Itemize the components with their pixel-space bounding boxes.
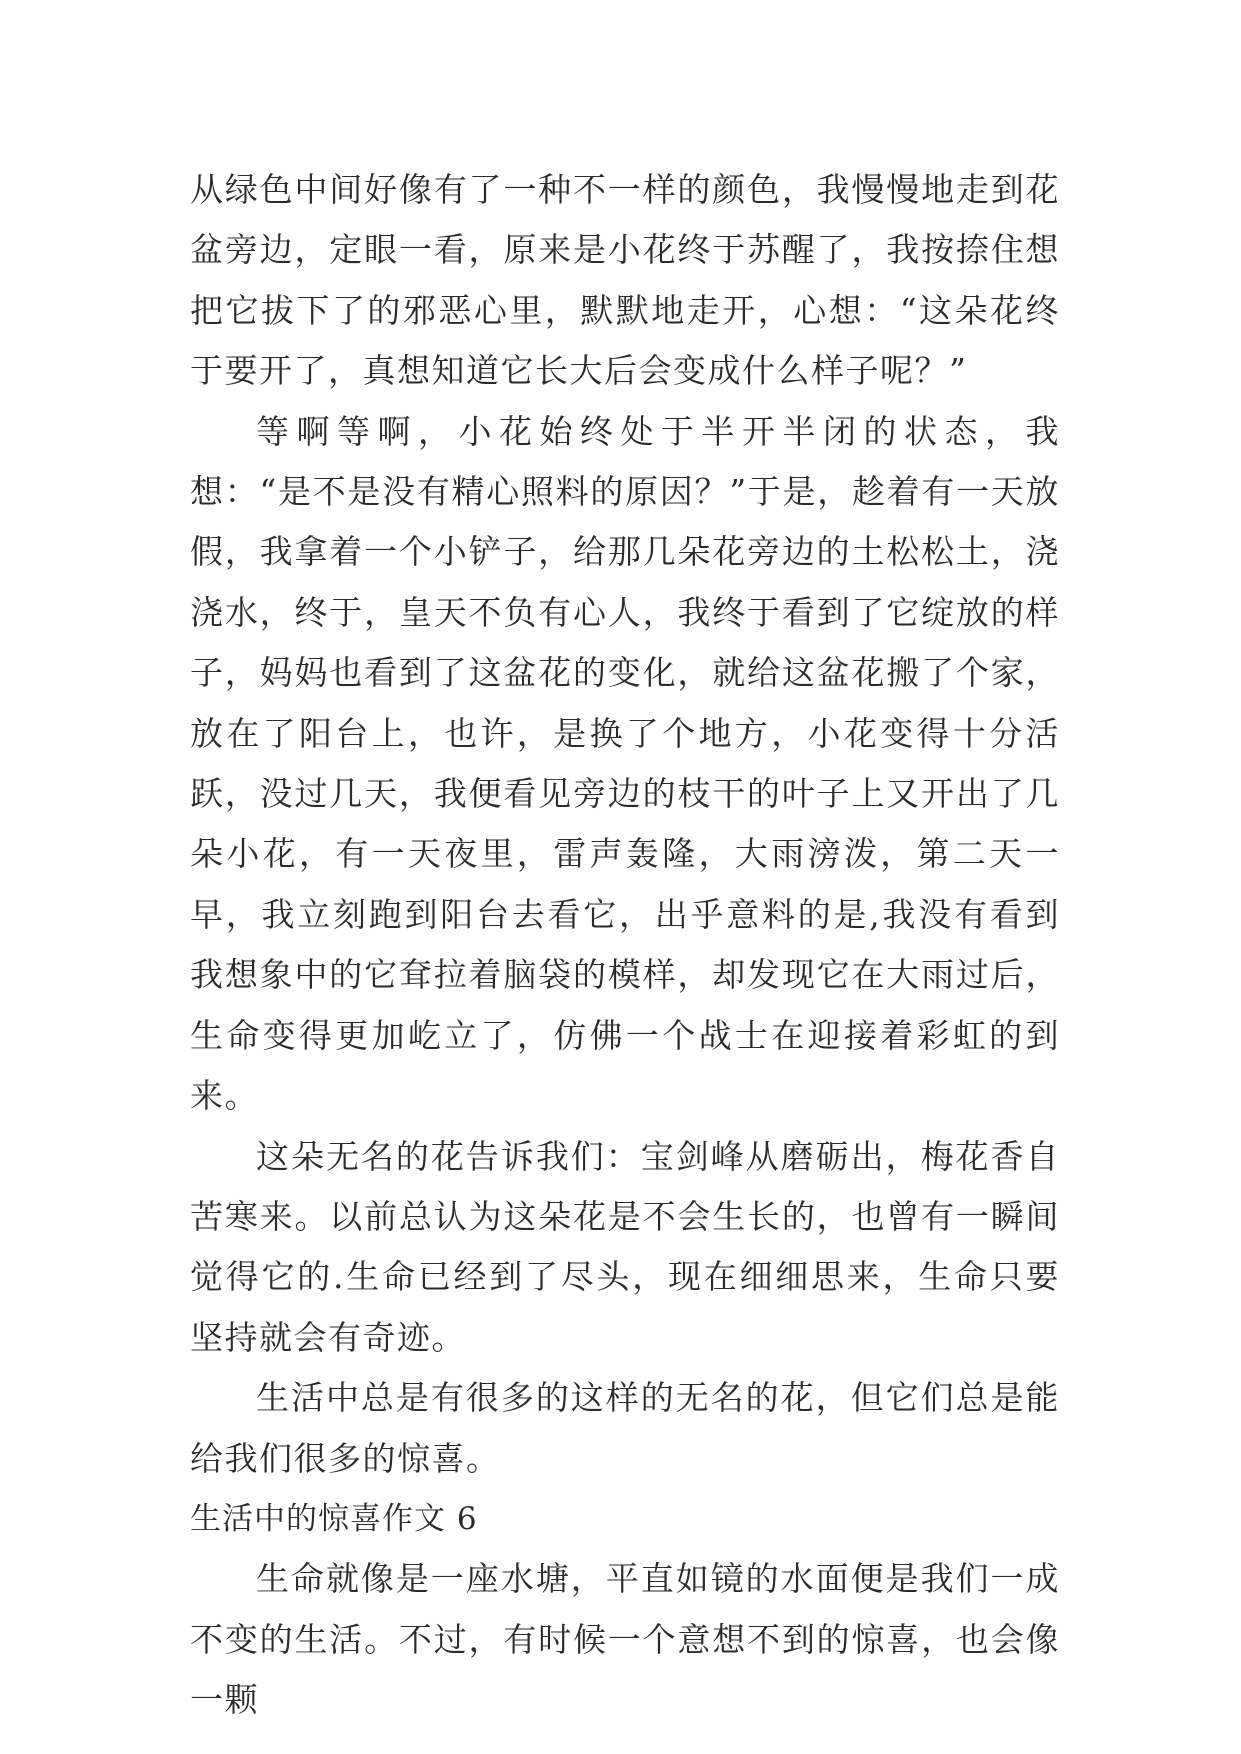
document-body	[190, 160, 1060, 1731]
paragraph-lesson: 这朵无名的花告诉我们：宝剑峰从磨砺出，梅花香自苦寒来。以前总认为这朵花是不会生长的，也曾有一瞬间觉得它的.生命已经到了尽头，现在细细思来，生命只要坚持就会有奇迹。	[190, 1136, 1060, 1357]
paragraph-summary: 生活中总是有很多的这样的无名的花，但它们总是能给我们很多的惊喜。	[190, 1378, 1060, 1478]
paragraph-waiting: 等啊等啊，小花始终处于半开半闭的状态，我想：“是不是没有精心照料的原因？”于是，趁着有一天放假，我拿着一个小铲子，给那几朵花旁边的土松松土，浇浇水，终于，皇天不负有心人，我终于看到了它绽放的样子，妈妈也看到了这盆花的变化，就给这盆花搬了个家，放在了阳台上，也许，是换了个地方，小花变得十分活跃，没过几天，我便看见旁边的枝干的叶子上又开出了几朵小花，有一天夜里，雷声轰隆，大雨滂泼，第二天一早，我立刻跑到阳台去看它，出乎意料的是,我没有看到我想象中的它耷拉着脑袋的模样，却发现它在大雨过后，生命变得更加屹立了，仿佛一个战士在迎接着彩虹的到来。	[190, 411, 1060, 1116]
essay-heading: 生活中的惊喜作文 6	[190, 1500, 478, 1537]
paragraph-continued: 从绿色中间好像有了一种不一样的颜色，我慢慢地走到花盆旁边，定眼一看，原来是小花终于苏醒了，我按捺住想把它拔下了的邪恶心里，默默地走开，心想：“这朵花终于要开了，真想知道它长大后会变成什么样子呢？”	[190, 170, 1060, 391]
paragraph-essay-6-intro: 生命就像是一座水塘，平直如镜的水面便是我们一成不变的生活。不过，有时候一个意想不到的惊喜，也会像一颗	[190, 1559, 1060, 1720]
